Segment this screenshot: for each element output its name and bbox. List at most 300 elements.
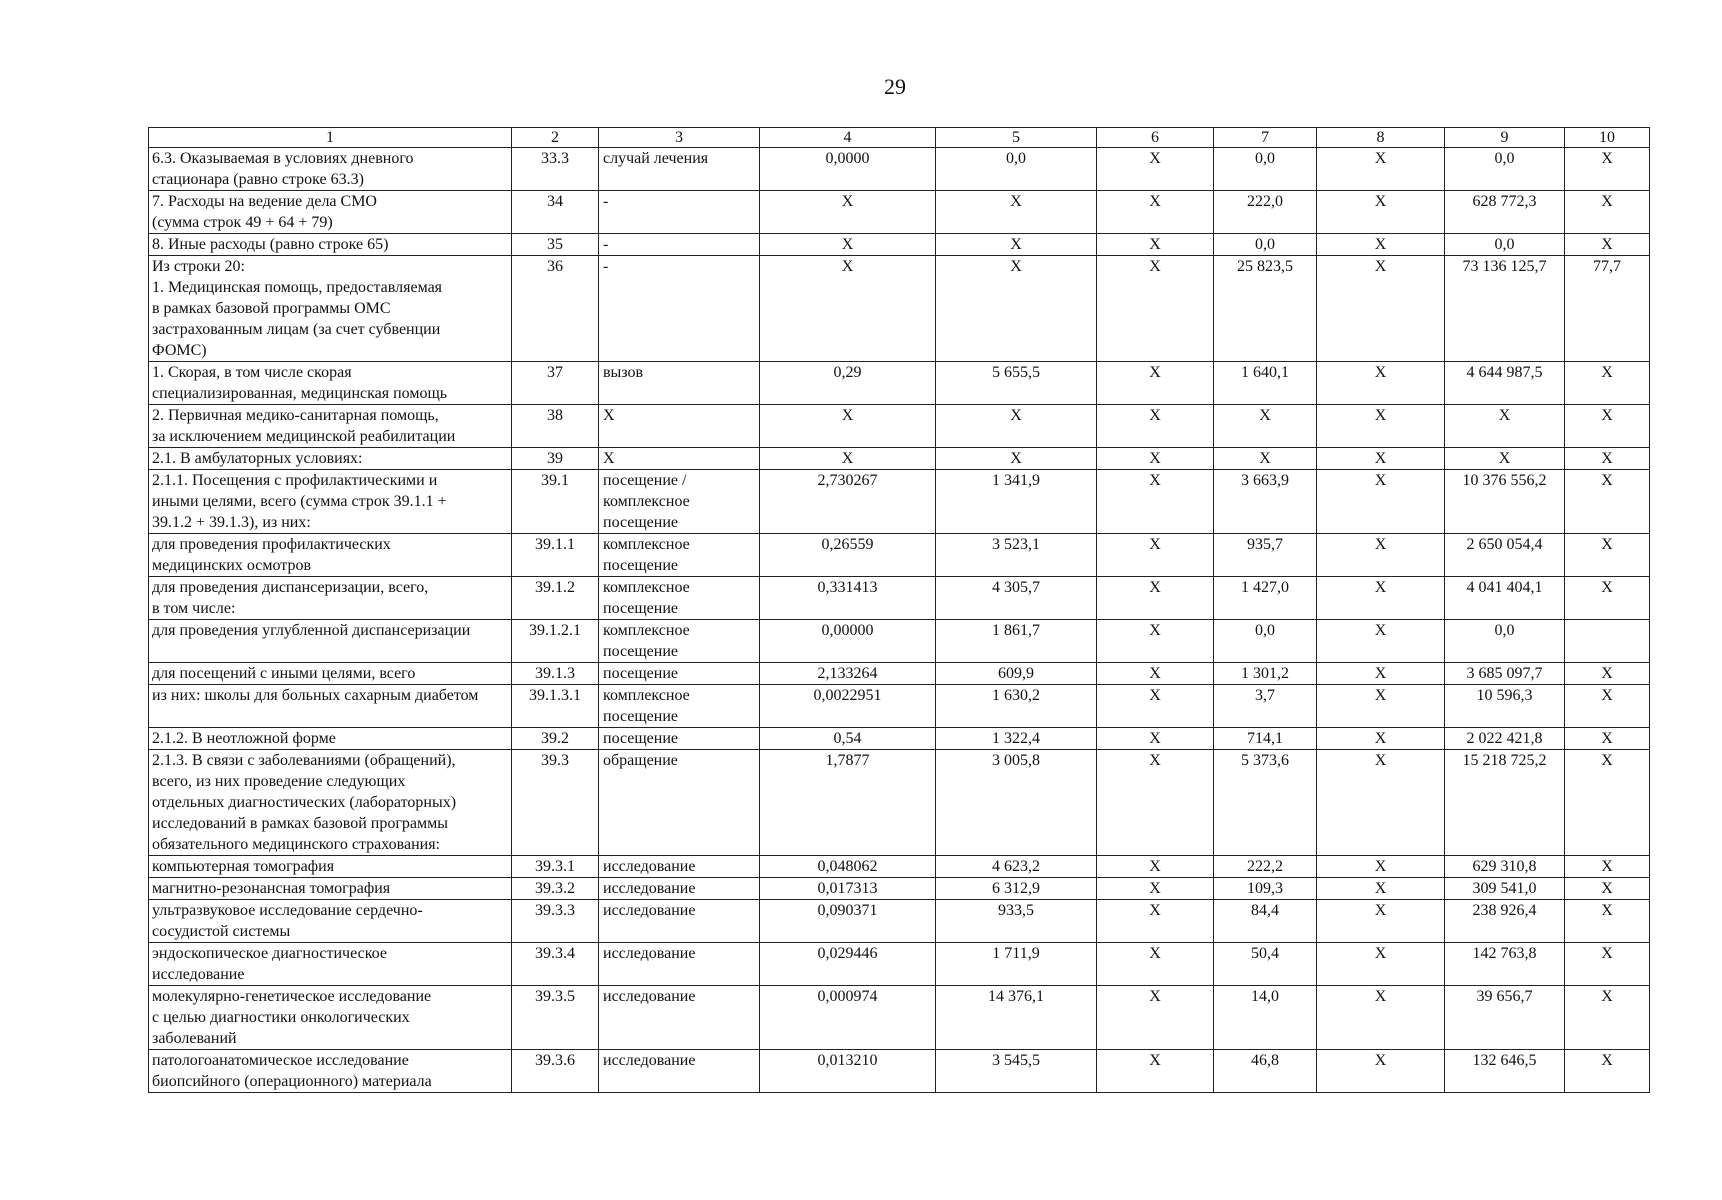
col7-cell xyxy=(1214,856,1317,878)
cell-text: Х xyxy=(1601,364,1613,381)
cell-text: Х xyxy=(1601,150,1613,167)
col9-cell xyxy=(1445,663,1565,685)
unit-cell xyxy=(599,620,760,663)
col6-cell xyxy=(1097,986,1214,1050)
cell-text: 0,00000 xyxy=(821,622,874,639)
cell-text: 34 xyxy=(547,193,563,210)
cell-text: 3 685 097,7 xyxy=(1466,665,1543,682)
row-code-cell xyxy=(512,878,599,900)
col7-cell xyxy=(1214,448,1317,470)
unit-cell xyxy=(599,362,760,405)
col5-cell xyxy=(936,448,1097,470)
col5-cell xyxy=(936,148,1097,191)
row-label-cell xyxy=(149,362,512,405)
cell-text: Х xyxy=(1601,880,1613,897)
cell-text: 39.3.6 xyxy=(535,1052,575,1069)
row-label-cell xyxy=(149,856,512,878)
cell-text: Х xyxy=(1374,1052,1387,1069)
row-label-cell xyxy=(149,256,512,362)
col9-cell xyxy=(1445,234,1565,256)
cell-text: Х xyxy=(1374,687,1387,704)
cell-text: 4 305,7 xyxy=(992,579,1040,596)
cell-text: 933,5 xyxy=(998,902,1034,919)
col6-cell xyxy=(1097,663,1214,685)
table-row xyxy=(149,534,1650,577)
cell-text: 0,0 xyxy=(1494,150,1515,167)
col4-cell xyxy=(760,685,936,728)
cell-text: 14,0 xyxy=(1251,988,1279,1005)
col9-cell xyxy=(1445,943,1565,986)
cell-text: 2.1. В амбулаторных условиях: xyxy=(152,450,363,467)
col6-cell xyxy=(1097,534,1214,577)
cell-text: Х xyxy=(1149,752,1161,769)
cell-text: - xyxy=(603,193,609,210)
cell-text: Х xyxy=(1374,193,1387,210)
cell-text: Х xyxy=(1149,880,1161,897)
col10-cell xyxy=(1565,685,1650,728)
cell-text: Х xyxy=(1601,752,1613,769)
row-code-cell xyxy=(512,728,599,750)
header-cell: 3 xyxy=(599,128,760,148)
row-label-cell xyxy=(149,986,512,1050)
col9-cell xyxy=(1445,986,1565,1050)
col9-cell xyxy=(1445,856,1565,878)
cell-text: комплексное посещение xyxy=(603,622,690,660)
table-row xyxy=(149,663,1650,685)
row-label-cell xyxy=(149,148,512,191)
cell-text: 238 926,4 xyxy=(1472,902,1537,919)
cell-text: 1 640,1 xyxy=(1241,364,1289,381)
col9-cell xyxy=(1445,405,1565,448)
cell-text: Х xyxy=(1149,472,1161,489)
unit-cell xyxy=(599,577,760,620)
table-row xyxy=(149,470,1650,534)
unit-cell xyxy=(599,663,760,685)
cell-text: Х xyxy=(1010,450,1022,467)
cell-text: Х xyxy=(841,193,854,210)
cell-text: Х xyxy=(841,450,854,467)
cell-text: исследование xyxy=(603,988,696,1005)
cell-text: 2.1.1. Посещения с профилактическими и иными целями, всего (сумма строк 39.1.1 + 39.1.2 + 39.1.3), из них: xyxy=(152,472,447,531)
header-cell: 2 xyxy=(512,128,599,148)
row-code-cell xyxy=(512,470,599,534)
cell-text: Х xyxy=(1601,945,1613,962)
cell-text: посещение xyxy=(603,665,679,682)
col9-cell xyxy=(1445,148,1565,191)
cell-text: Х xyxy=(1374,472,1387,489)
cell-text: 109,3 xyxy=(1247,880,1283,897)
cell-text: случай лечения xyxy=(603,150,709,167)
cell-text: 935,7 xyxy=(1247,536,1283,553)
table-row xyxy=(149,405,1650,448)
cell-text: Х xyxy=(1149,1052,1161,1069)
col10-cell xyxy=(1565,577,1650,620)
col7-cell xyxy=(1214,986,1317,1050)
cell-text: Х xyxy=(1374,407,1387,424)
cell-text: 39.1.2 xyxy=(535,579,575,596)
cell-text: 33.3 xyxy=(541,150,569,167)
row-label-cell xyxy=(149,405,512,448)
col10-cell xyxy=(1565,728,1650,750)
cell-text: 37 xyxy=(547,364,563,381)
row-label-cell xyxy=(149,577,512,620)
col8-cell xyxy=(1317,750,1445,856)
cell-text: 0,0 xyxy=(1494,622,1515,639)
col6-cell xyxy=(1097,878,1214,900)
cell-text: 1 322,4 xyxy=(992,730,1040,747)
col8-cell xyxy=(1317,448,1445,470)
cell-text: Х xyxy=(1259,407,1271,424)
cell-text: 2 650 054,4 xyxy=(1466,536,1543,553)
cell-text: 84,4 xyxy=(1251,902,1279,919)
cell-text: из них: школы для больных сахарным диабетом xyxy=(152,687,479,704)
row-label-cell xyxy=(149,534,512,577)
cell-text: Х xyxy=(1374,536,1387,553)
row-label-cell xyxy=(149,448,512,470)
cell-text: Х xyxy=(1374,236,1387,253)
col7-cell xyxy=(1214,534,1317,577)
col9-cell xyxy=(1445,620,1565,663)
cell-text: Х xyxy=(1374,945,1387,962)
table-row xyxy=(149,943,1650,986)
cell-text: Х xyxy=(1374,752,1387,769)
col4-cell xyxy=(760,943,936,986)
cell-text: 3 545,5 xyxy=(992,1052,1040,1069)
col8-cell xyxy=(1317,986,1445,1050)
cell-text: 1 861,7 xyxy=(992,622,1040,639)
table-row xyxy=(149,148,1650,191)
cell-text: 5 373,6 xyxy=(1241,752,1289,769)
cell-text: 39.3.5 xyxy=(535,988,575,1005)
col10-cell xyxy=(1565,856,1650,878)
cell-text: Х xyxy=(1149,730,1161,747)
cell-text: 7. Расходы на ведение дела СМО (сумма строк 49 + 64 + 79) xyxy=(152,193,377,231)
cell-text: Х xyxy=(1374,622,1387,639)
col6-cell xyxy=(1097,191,1214,234)
col7-cell xyxy=(1214,1050,1317,1093)
row-code-cell xyxy=(512,663,599,685)
cell-text: 0,0 xyxy=(1255,622,1275,639)
row-label-cell xyxy=(149,620,512,663)
table-row xyxy=(149,728,1650,750)
unit-cell xyxy=(599,534,760,577)
col8-cell xyxy=(1317,856,1445,878)
cell-text: 609,9 xyxy=(998,665,1034,682)
row-code-cell xyxy=(512,620,599,663)
col6-cell xyxy=(1097,577,1214,620)
col9-cell xyxy=(1445,685,1565,728)
unit-cell xyxy=(599,256,760,362)
cell-text: Х xyxy=(603,450,615,467)
row-code-cell xyxy=(512,234,599,256)
unit-cell xyxy=(599,943,760,986)
cell-text: 0,017313 xyxy=(817,880,878,897)
col6-cell xyxy=(1097,856,1214,878)
cell-text: 2. Первичная медико-санитарная помощь, за исключением медицинской реабилитации xyxy=(152,407,456,445)
col10-cell xyxy=(1565,986,1650,1050)
row-label-cell xyxy=(149,750,512,856)
cell-text: 0,000974 xyxy=(817,988,878,1005)
col7-cell xyxy=(1214,405,1317,448)
col7-cell xyxy=(1214,878,1317,900)
cell-text: 77,7 xyxy=(1593,258,1621,275)
cell-text: Х xyxy=(1010,258,1022,275)
unit-cell xyxy=(599,900,760,943)
col6-cell xyxy=(1097,900,1214,943)
cell-text: 4 644 987,5 xyxy=(1466,364,1543,381)
cell-text: Х xyxy=(1374,258,1387,275)
cell-text: исследование xyxy=(603,1052,696,1069)
cell-text: 2.1.3. В связи с заболеваниями (обращений), всего, из них проведение следующих отдельных диагностических (лабораторных) исследований в рамках базовой программы обязательного медицинского страхования: xyxy=(152,752,457,853)
cell-text: 1,7877 xyxy=(825,752,870,769)
cell-text: 628 772,3 xyxy=(1472,193,1537,210)
cell-text: 1 301,2 xyxy=(1241,665,1289,682)
row-label-cell xyxy=(149,1050,512,1093)
row-label-cell xyxy=(149,191,512,234)
col7-cell xyxy=(1214,362,1317,405)
col8-cell xyxy=(1317,685,1445,728)
col6-cell xyxy=(1097,148,1214,191)
table-row xyxy=(149,878,1650,900)
cell-text: Х xyxy=(1149,665,1161,682)
cell-text: 2,133264 xyxy=(817,665,878,682)
col10-cell xyxy=(1565,362,1650,405)
cell-text: патологоанатомическое исследование биопсийного (операционного) материала xyxy=(152,1052,432,1090)
row-label-cell xyxy=(149,685,512,728)
col6-cell xyxy=(1097,943,1214,986)
cell-text: Х xyxy=(1374,150,1387,167)
col4-cell xyxy=(760,362,936,405)
cell-text: компьютерная томография xyxy=(152,858,335,875)
row-code-cell xyxy=(512,448,599,470)
cell-text: 10 596,3 xyxy=(1476,687,1533,704)
cell-text: Х xyxy=(1601,193,1613,210)
cell-text: 3 663,9 xyxy=(1241,472,1289,489)
col6-cell xyxy=(1097,470,1214,534)
unit-cell xyxy=(599,986,760,1050)
cell-text: 0,090371 xyxy=(817,902,878,919)
cell-text: комплексное посещение xyxy=(603,579,690,617)
row-label-cell xyxy=(149,878,512,900)
cell-text: 39.3.3 xyxy=(535,902,575,919)
cell-text: магнитно-резонансная томография xyxy=(152,880,391,897)
col8-cell xyxy=(1317,620,1445,663)
cell-text: 4 041 404,1 xyxy=(1466,579,1543,596)
row-label-cell xyxy=(149,234,512,256)
col4-cell xyxy=(760,620,936,663)
col10-cell xyxy=(1565,405,1650,448)
unit-cell xyxy=(599,878,760,900)
col4-cell xyxy=(760,856,936,878)
cell-text: Х xyxy=(1010,407,1022,424)
col5-cell xyxy=(936,256,1097,362)
cell-text: Х xyxy=(1374,364,1387,381)
header-cell: 1 xyxy=(149,128,512,148)
cell-text: Х xyxy=(1601,472,1613,489)
cell-text: 2 022 421,8 xyxy=(1466,730,1543,747)
col9-cell xyxy=(1445,256,1565,362)
col9-cell xyxy=(1445,878,1565,900)
col5-cell xyxy=(936,191,1097,234)
col5-cell xyxy=(936,856,1097,878)
cell-text: 15 218 725,2 xyxy=(1462,752,1547,769)
header-cell: 4 xyxy=(760,128,936,148)
col4-cell xyxy=(760,148,936,191)
col4-cell xyxy=(760,256,936,362)
col7-cell xyxy=(1214,256,1317,362)
col4-cell xyxy=(760,750,936,856)
col4-cell xyxy=(760,448,936,470)
col6-cell xyxy=(1097,685,1214,728)
cell-text: для посещений с иными целями, всего xyxy=(152,665,416,682)
col5-cell xyxy=(936,728,1097,750)
col6-cell xyxy=(1097,728,1214,750)
cell-text: Х xyxy=(1374,858,1387,875)
cell-text: 714,1 xyxy=(1247,730,1283,747)
table-row xyxy=(149,620,1650,663)
cell-text: Х xyxy=(1601,988,1613,1005)
unit-cell xyxy=(599,685,760,728)
cell-text: 1 630,2 xyxy=(992,687,1040,704)
col8-cell xyxy=(1317,943,1445,986)
col5-cell xyxy=(936,470,1097,534)
cell-text: 25 823,5 xyxy=(1237,258,1293,275)
cell-text: Х xyxy=(1149,536,1161,553)
cell-text: Х xyxy=(1601,450,1613,467)
cell-text: 3 005,8 xyxy=(992,752,1040,769)
col5-cell xyxy=(936,663,1097,685)
cell-text: 14 376,1 xyxy=(988,988,1044,1005)
cell-text: 0,0022951 xyxy=(813,687,882,704)
col10-cell xyxy=(1565,191,1650,234)
cell-text: 39.1.1 xyxy=(535,536,575,553)
header-cell: 7 xyxy=(1214,128,1317,148)
cell-text: комплексное посещение xyxy=(603,536,690,574)
cell-text: Х xyxy=(1149,988,1161,1005)
table-row xyxy=(149,362,1650,405)
col5-cell xyxy=(936,750,1097,856)
col8-cell xyxy=(1317,470,1445,534)
col6-cell xyxy=(1097,1050,1214,1093)
financial-table xyxy=(148,127,1650,1093)
col4-cell xyxy=(760,1050,936,1093)
col7-cell xyxy=(1214,620,1317,663)
header-cell: 10 xyxy=(1565,128,1650,148)
col6-cell xyxy=(1097,256,1214,362)
col8-cell xyxy=(1317,534,1445,577)
cell-text: 39.3 xyxy=(541,752,569,769)
table-header-row xyxy=(149,128,1650,148)
row-code-cell xyxy=(512,405,599,448)
cell-text: Х xyxy=(1149,579,1161,596)
col8-cell xyxy=(1317,577,1445,620)
col8-cell xyxy=(1317,663,1445,685)
cell-text: для проведения профилактических медицинских осмотров xyxy=(152,536,391,574)
cell-text: Из строки 20: 1. Медицинская помощь, предоставляемая в рамках базовой программы ОМС застрахованным лицам (за счет субвенции ФОМС) xyxy=(152,258,443,359)
col4-cell xyxy=(760,728,936,750)
cell-text: 0,331413 xyxy=(817,579,878,596)
col5-cell xyxy=(936,405,1097,448)
cell-text: 5 655,5 xyxy=(992,364,1040,381)
col10-cell xyxy=(1565,148,1650,191)
col5-cell xyxy=(936,577,1097,620)
col6-cell xyxy=(1097,405,1214,448)
col9-cell xyxy=(1445,750,1565,856)
cell-text: эндоскопическое диагностическое исследование xyxy=(152,945,387,983)
cell-text: Х xyxy=(1601,236,1613,253)
cell-text: 222,2 xyxy=(1247,858,1283,875)
table-row xyxy=(149,234,1650,256)
cell-text: Х xyxy=(1149,622,1161,639)
cell-text: Х xyxy=(841,407,854,424)
col5-cell xyxy=(936,1050,1097,1093)
cell-text: комплексное посещение xyxy=(603,687,690,725)
cell-text: 0,0 xyxy=(1494,236,1515,253)
col10-cell xyxy=(1565,470,1650,534)
cell-text: 0,26559 xyxy=(821,536,874,553)
cell-text: 36 xyxy=(547,258,563,275)
col4-cell xyxy=(760,234,936,256)
col7-cell xyxy=(1214,663,1317,685)
cell-text: 39.1.3 xyxy=(535,665,575,682)
cell-text: 10 376 556,2 xyxy=(1462,472,1547,489)
cell-text: 2,730267 xyxy=(817,472,878,489)
col5-cell xyxy=(936,234,1097,256)
row-label-cell xyxy=(149,943,512,986)
unit-cell xyxy=(599,448,760,470)
col8-cell xyxy=(1317,878,1445,900)
cell-text: 142 763,8 xyxy=(1472,945,1537,962)
cell-text: 39.2 xyxy=(541,730,569,747)
col8-cell xyxy=(1317,728,1445,750)
row-code-cell xyxy=(512,750,599,856)
cell-text: Х xyxy=(1149,902,1161,919)
cell-text: Х xyxy=(1149,945,1161,962)
col8-cell xyxy=(1317,405,1445,448)
cell-text: Х xyxy=(1601,687,1613,704)
table-row xyxy=(149,577,1650,620)
cell-text: Х xyxy=(1601,579,1613,596)
cell-text: Х xyxy=(1498,450,1511,467)
cell-text: Х xyxy=(1498,407,1511,424)
col9-cell xyxy=(1445,900,1565,943)
cell-text: Х xyxy=(1149,407,1161,424)
row-code-cell xyxy=(512,534,599,577)
cell-text: Х xyxy=(1010,236,1022,253)
table-row xyxy=(149,900,1650,943)
cell-text: 0,029446 xyxy=(817,945,878,962)
unit-cell xyxy=(599,405,760,448)
cell-text: Х xyxy=(1601,730,1613,747)
cell-text: для проведения диспансеризации, всего, в том числе: xyxy=(152,579,429,617)
col6-cell xyxy=(1097,750,1214,856)
cell-text: Х xyxy=(1374,730,1387,747)
cell-text: Х xyxy=(1374,665,1387,682)
table-row xyxy=(149,986,1650,1050)
col4-cell xyxy=(760,878,936,900)
unit-cell xyxy=(599,1050,760,1093)
row-label-cell xyxy=(149,900,512,943)
table-row xyxy=(149,256,1650,362)
col9-cell xyxy=(1445,470,1565,534)
cell-text: 39 656,7 xyxy=(1476,988,1533,1005)
table-row xyxy=(149,448,1650,470)
row-label-cell xyxy=(149,663,512,685)
col4-cell xyxy=(760,900,936,943)
col6-cell xyxy=(1097,448,1214,470)
col7-cell xyxy=(1214,470,1317,534)
cell-text: 0,54 xyxy=(833,730,862,747)
